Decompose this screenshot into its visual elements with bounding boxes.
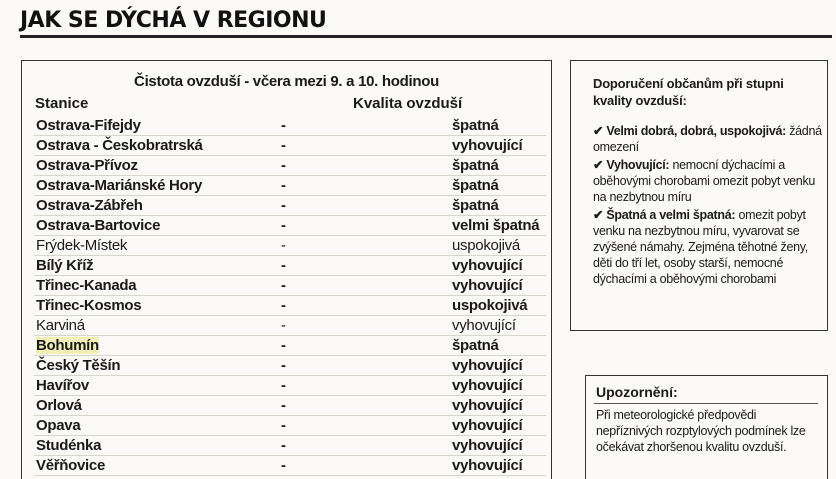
table-row (34, 296, 546, 316)
dash-separator: - (281, 297, 286, 314)
header-station: Stanice (35, 95, 89, 112)
table-row (34, 216, 546, 236)
advice-item-text: omezit pobyt venku na nezbytnou míru, vyvarovat se zvýšené námahy. Zejména těhotné ženy, děti do tří let, osoby starší, nemocné dýchacími a oběhovými chorobami (593, 208, 808, 286)
table-row (34, 456, 546, 476)
table-row (34, 356, 546, 376)
headline-rule (20, 35, 832, 38)
station-name: Ostrava - Českobratrská (36, 137, 203, 154)
quality-value: špatná (452, 177, 499, 194)
table-row (34, 376, 546, 396)
dash-separator: - (281, 177, 286, 194)
dash-separator: - (281, 277, 286, 294)
dash-separator: - (281, 117, 286, 134)
dash-separator: - (281, 457, 286, 474)
station-name: Studénka (36, 437, 102, 454)
check-icon: ✔ (593, 124, 604, 138)
table-row (34, 276, 546, 296)
advice-item-text: žádná omezení (593, 124, 822, 154)
quality-value: vyhovující (452, 317, 516, 334)
station-name: Opava (36, 417, 81, 434)
header-quality: Kvalita ovzduší (353, 95, 463, 112)
dash-separator: - (281, 257, 286, 274)
table-row (34, 336, 546, 356)
table-row (34, 396, 546, 416)
advice-item (593, 123, 823, 155)
quality-value: uspokojivá (452, 297, 528, 314)
station-name: Orlová (36, 397, 82, 414)
dash-separator: - (281, 357, 286, 374)
quality-value: vyhovující (452, 137, 523, 154)
table-row (34, 156, 546, 176)
air-quality-table (21, 60, 552, 479)
table-row (34, 416, 546, 436)
dash-separator: - (281, 217, 286, 234)
quality-value: vyhovující (452, 437, 523, 454)
notice-box (585, 375, 828, 479)
advice-item-label: Vyhovující: (606, 158, 670, 172)
quality-value: vyhovující (452, 257, 523, 274)
dash-separator: - (281, 157, 286, 174)
advice-box (570, 60, 828, 331)
dash-separator: - (281, 437, 286, 454)
table-row (34, 256, 546, 276)
table-title: Čistota ovzduší - včera mezi 9. a 10. hodinou (134, 73, 439, 90)
quality-value: špatná (452, 197, 499, 214)
table-row (34, 136, 546, 156)
quality-value: špatná (452, 337, 499, 354)
dash-separator: - (281, 417, 286, 434)
station-name: Ostrava-Mariánské Hory (36, 177, 202, 194)
quality-value: vyhovující (452, 377, 523, 394)
station-name: Ostrava-Zábřeh (36, 197, 143, 214)
notice-rule (594, 403, 818, 404)
dash-separator: - (281, 197, 286, 214)
station-name: Český Těšín (36, 357, 121, 374)
table-row (34, 436, 546, 456)
table-row (34, 196, 546, 216)
quality-value: špatná (452, 117, 499, 134)
quality-value: špatná (452, 157, 499, 174)
advice-item (593, 207, 823, 287)
check-icon: ✔ (593, 158, 604, 172)
advice-item-text: nemocní dýchacími a oběhovými chorobami omezit pobyt venku na nezbytnou míru (593, 158, 816, 204)
table-row (34, 236, 546, 256)
dash-separator: - (281, 337, 286, 354)
station-name: Ostrava-Přívoz (36, 157, 138, 174)
advice-item-label: Špatná a velmi špatná: (606, 208, 736, 222)
table-row (34, 116, 546, 136)
dash-separator: - (281, 237, 286, 254)
quality-value: uspokojivá (452, 237, 520, 254)
quality-value: velmi špatná (452, 217, 540, 234)
quality-value: vyhovující (452, 357, 523, 374)
advice-item-label: Velmi dobrá, dobrá, uspokojivá: (606, 124, 787, 138)
advice-body (593, 123, 823, 289)
dash-separator: - (281, 137, 286, 154)
dash-separator: - (281, 377, 286, 394)
station-name: Třinec-Kosmos (36, 297, 142, 314)
quality-value: vyhovující (452, 417, 523, 434)
station-name: Bohumín (36, 337, 99, 354)
table-row (34, 176, 546, 196)
notice-heading: Upozornění: (596, 384, 678, 400)
notice-text: Při meteorologické předpovědi nepříznivých rozptylových podmínek lze očekávat zhoršenou kvalitu ovzduší. (596, 408, 806, 454)
dash-separator: - (281, 397, 286, 414)
quality-value: vyhovující (452, 397, 523, 414)
station-name: Frýdek-Místek (36, 237, 128, 254)
station-name: Ostrava-Fifejdy (36, 117, 141, 134)
station-name: Bílý Kříž (36, 257, 94, 274)
headline: JAK SE DÝCHÁ V REGIONU (20, 8, 327, 33)
table-row (34, 316, 546, 336)
station-name: Ostrava-Bartovice (36, 217, 161, 234)
quality-value: vyhovující (452, 457, 523, 474)
advice-heading: Doporučení občanům při stupni kvality ovzduší: (593, 76, 784, 108)
station-name: Havířov (36, 377, 89, 394)
station-name: Třinec-Kanada (36, 277, 137, 294)
dash-separator: - (281, 317, 286, 334)
station-name: Karviná (36, 317, 85, 334)
quality-value: vyhovující (452, 277, 523, 294)
check-icon: ✔ (593, 208, 604, 222)
advice-item (593, 157, 823, 205)
station-name: Věřňovice (36, 457, 106, 474)
